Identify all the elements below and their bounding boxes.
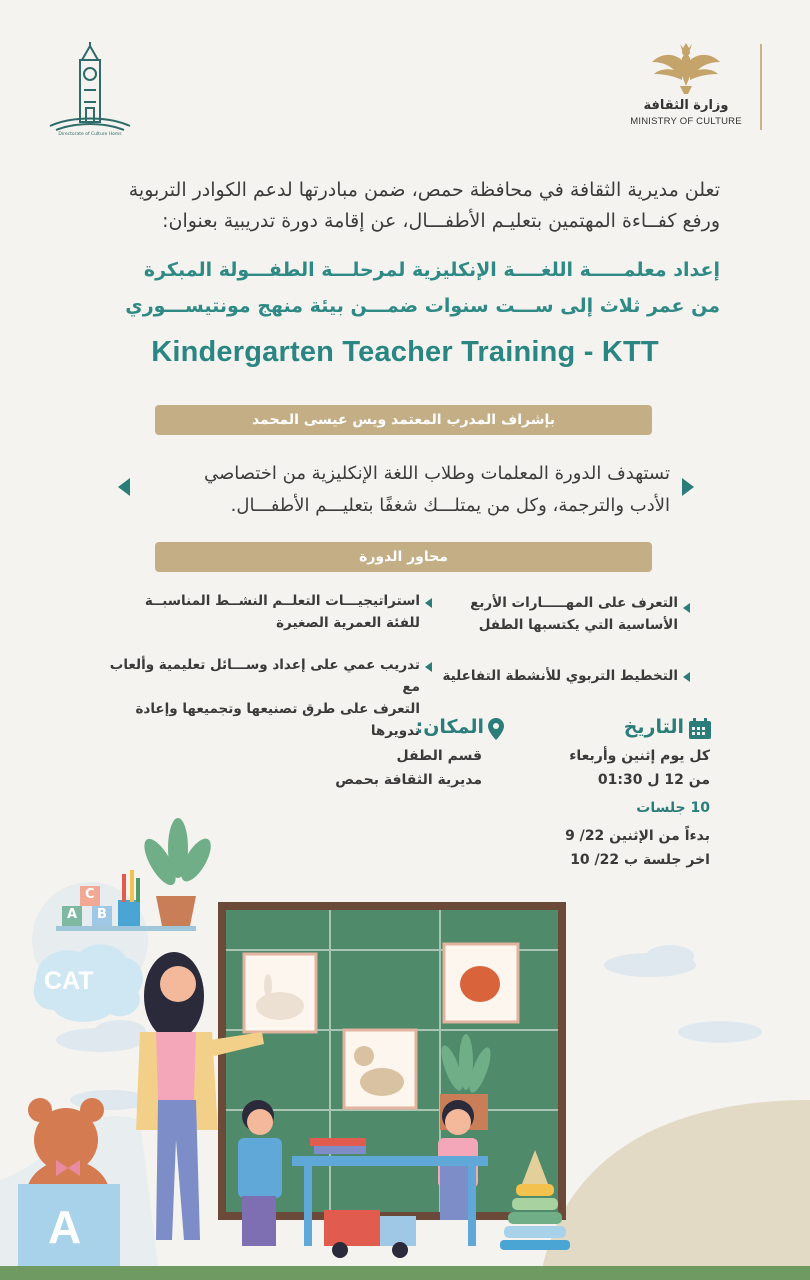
shelf xyxy=(56,926,196,931)
course-title-line-1: إعداد معلمـــــة اللغــــة الإنكليزية لمرحلـــة الطفـــولة المبكرة xyxy=(143,259,720,281)
right-arrow-icon xyxy=(682,478,694,496)
hen-icon xyxy=(460,966,500,1002)
plant-pot-icon xyxy=(156,896,196,926)
target-line-1: تستهدف الدورة المعلمات وطلاب اللغة الإنكليزية من اختصاصي xyxy=(203,463,670,484)
course-axes-banner: محاور الدورة xyxy=(155,542,652,572)
university-caption: Directorate of Culture Homs xyxy=(58,132,122,137)
bullet-icon xyxy=(425,598,432,608)
ministry-name-english: MINISTRY OF CULTURE xyxy=(630,116,742,127)
plant-leaves-icon xyxy=(138,818,216,890)
ministry-of-culture-logo xyxy=(620,40,770,132)
clock-tower-icon xyxy=(42,40,138,132)
target-audience-text xyxy=(140,458,670,522)
axis-item-skills: التعرف على المهـــــارات الأربع الأساسية التي يكتسبها الطفل xyxy=(470,595,678,633)
ministry-name-arabic: وزارة الثقافة xyxy=(643,98,729,113)
axis-item-planning: التخطيط التربوي للأنشطة التفاعلية xyxy=(442,668,678,684)
cat-icon xyxy=(360,1068,404,1096)
homs-clock-tower-logo xyxy=(42,40,138,140)
rabbit-icon xyxy=(256,992,304,1020)
block-a-letter: A xyxy=(67,907,78,922)
intro-paragraph xyxy=(60,175,720,237)
bg-hill xyxy=(540,1100,810,1280)
classroom-illustration xyxy=(0,800,810,1280)
block-b-letter: B xyxy=(97,907,107,922)
course-title-arabic xyxy=(60,252,720,324)
course-title-line-2: من عمر ثلاث إلى ســـت سنوات ضمـــن بيئة منهج مونتيســـوري xyxy=(125,295,720,317)
big-block-letter: A xyxy=(48,1201,82,1253)
block-c-letter: C xyxy=(85,887,95,902)
intro-line-2: ورفع كفــاءة المهتمين بتعليـم الأطفـــال، عن إقامة دورة تدريبية بعنوان: xyxy=(162,210,720,232)
date-title: التاريخ xyxy=(623,716,684,738)
bullet-icon xyxy=(425,662,432,672)
calendar-icon xyxy=(688,718,712,740)
location-pin-icon xyxy=(488,718,504,740)
logo-divider xyxy=(760,44,762,130)
intro-line-1: تعلن مديرية الثقافة في محافظة حمص، ضمن مبادرتها لدعم الكوادر التربوية xyxy=(128,179,720,201)
date-info: كل يوم إثنين وأربعاء من 12 ل 01:30 10 جلسات بدءاً من الإثنين 22/ 9 اخر جلسة ب 22/ 10 xyxy=(565,748,710,868)
table-icon xyxy=(292,1156,488,1166)
bullet-icon xyxy=(683,672,690,682)
left-arrow-icon xyxy=(118,478,130,496)
place-info: قسم الطفل مديرية الثقافة بحمص xyxy=(335,748,482,788)
axis-item-active-learning: استراتيجيـــات التعلــم النشــط المناسبــة للفئة العمرية الصغيرة xyxy=(144,593,420,631)
pencil-cup-icon xyxy=(118,900,140,926)
toy-truck-icon xyxy=(324,1210,416,1258)
place-title: المكان: xyxy=(415,716,484,738)
course-title-english: Kindergarten Teacher Training - KTT xyxy=(151,336,659,368)
target-line-2: الأدب والترجمة، وكل من يمتلـــك شغفًا بتعليـــم الأطفـــال. xyxy=(230,495,670,516)
supervisor-banner: بإشراف المدرب المعتمد ويس عيسى المحمد xyxy=(155,405,652,435)
eagle-emblem-icon xyxy=(650,42,722,96)
cat-bubble-text: CAT xyxy=(44,967,94,995)
bullet-icon xyxy=(683,603,690,613)
axis-item-teaching-aids: تدريب عمي على إعداد وســـائل تعليمية وألعاب مع التعرف على طرق تصنيعها وتجميعها وإعادة تدويرها xyxy=(109,657,420,739)
